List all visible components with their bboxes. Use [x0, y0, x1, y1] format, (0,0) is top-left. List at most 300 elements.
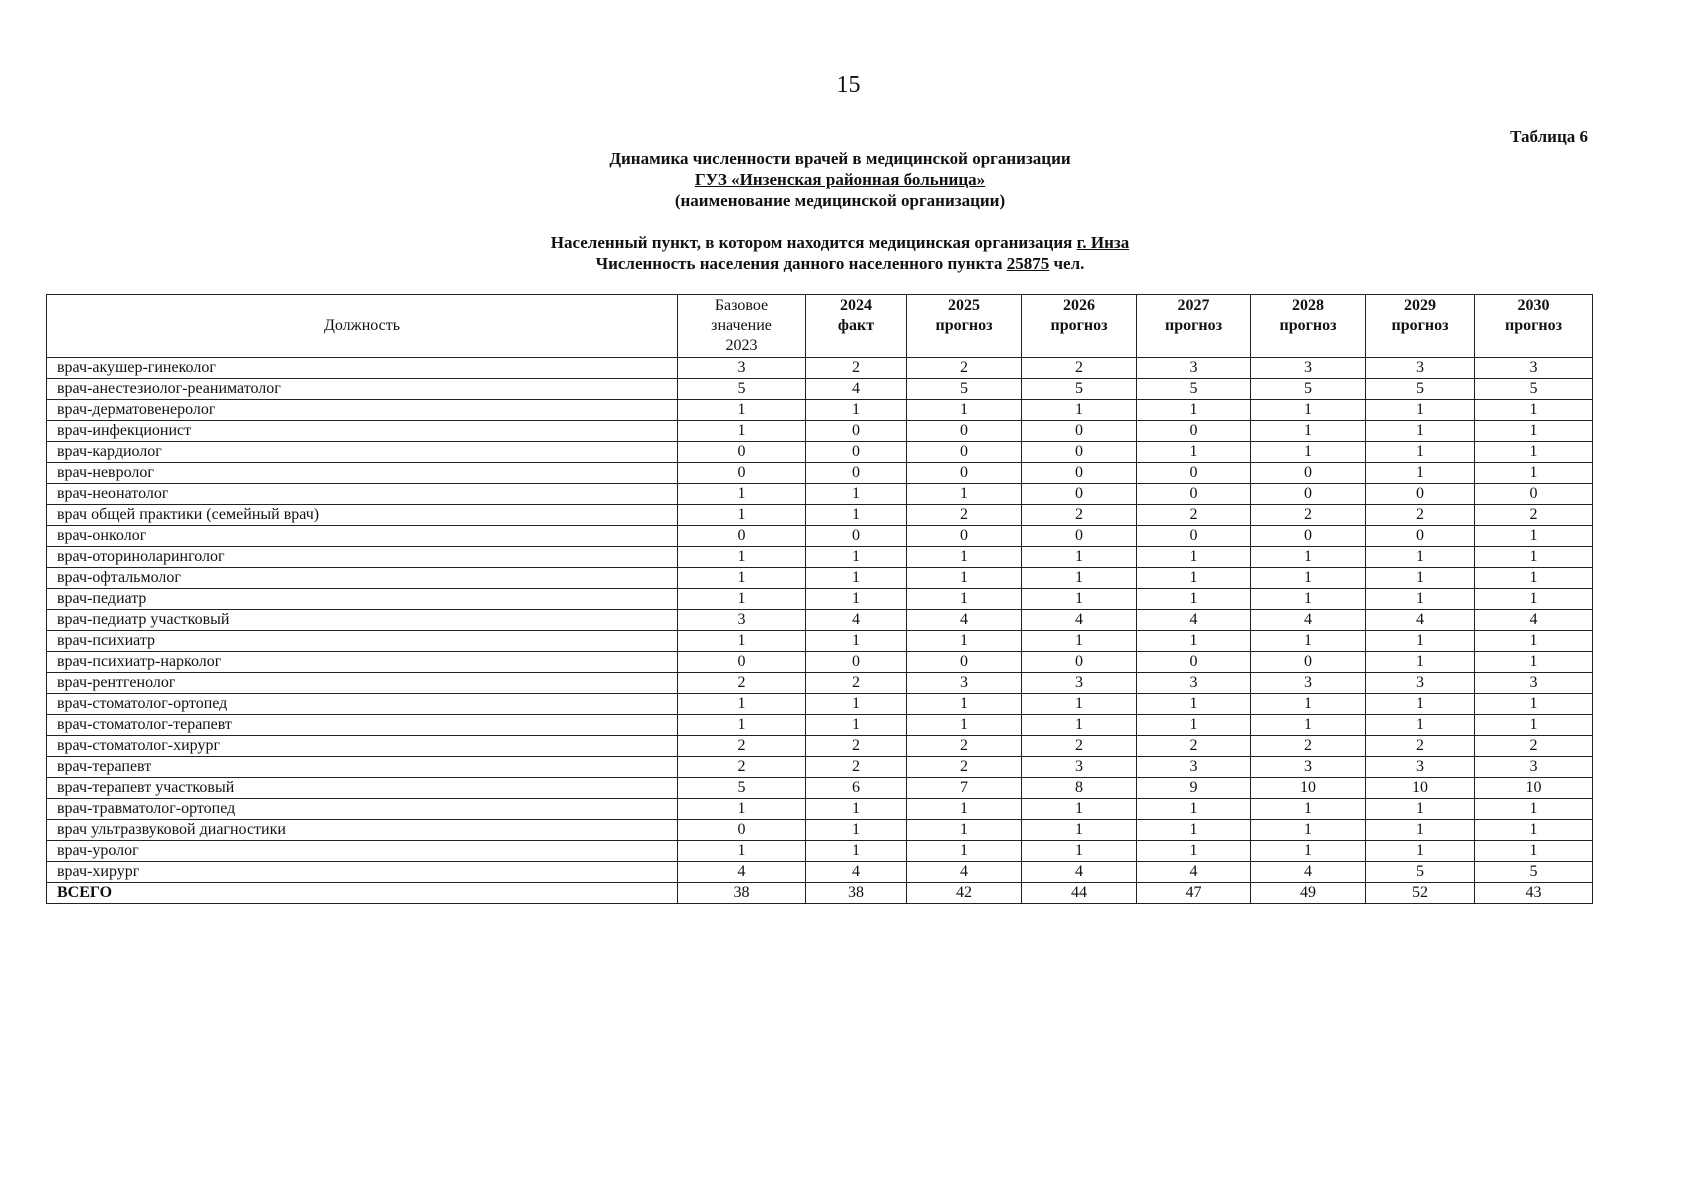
staff-count: 1 — [806, 400, 907, 421]
header-kind: прогноз — [935, 317, 993, 334]
staff-count: 0 — [806, 652, 907, 673]
total-value: 44 — [1022, 883, 1137, 904]
staff-count: 1 — [1366, 841, 1475, 862]
position-name: врач-хирург — [47, 862, 678, 883]
staff-count: 1 — [1475, 547, 1593, 568]
staff-count: 2 — [1022, 736, 1137, 757]
table-row — [47, 841, 1593, 862]
position-name: врач-стоматолог-хирург — [47, 736, 678, 757]
staff-count: 0 — [678, 463, 806, 484]
staff-count: 1 — [1475, 631, 1593, 652]
staff-count: 0 — [907, 652, 1022, 673]
position-name: врач-неонатолог — [47, 484, 678, 505]
staff-count: 2 — [1137, 736, 1251, 757]
header-year: 2024 — [840, 297, 872, 314]
total-value: 52 — [1366, 883, 1475, 904]
staff-count: 4 — [806, 610, 907, 631]
header-2025 — [907, 295, 1022, 358]
staff-count: 1 — [1137, 568, 1251, 589]
staff-count: 4 — [806, 862, 907, 883]
staff-count: 2 — [1251, 505, 1366, 526]
staff-count: 2 — [806, 757, 907, 778]
staff-count: 8 — [1022, 778, 1137, 799]
staff-count: 1 — [1251, 547, 1366, 568]
staff-count: 1 — [907, 589, 1022, 610]
population-line — [40, 253, 1640, 274]
staff-count: 1 — [1366, 589, 1475, 610]
staff-count: 10 — [1475, 778, 1593, 799]
table-row — [47, 589, 1593, 610]
staff-count: 1 — [1475, 568, 1593, 589]
total-value: 43 — [1475, 883, 1593, 904]
staff-count: 4 — [1251, 610, 1366, 631]
staff-count: 3 — [1366, 757, 1475, 778]
staff-count: 0 — [1251, 463, 1366, 484]
staff-count: 1 — [1251, 820, 1366, 841]
staff-count: 0 — [1366, 484, 1475, 505]
staff-count: 1 — [678, 589, 806, 610]
staff-count: 1 — [1137, 589, 1251, 610]
staff-count: 1 — [907, 841, 1022, 862]
staff-count: 1 — [806, 799, 907, 820]
table-row — [47, 610, 1593, 631]
staff-count: 4 — [678, 862, 806, 883]
staff-count: 1 — [806, 631, 907, 652]
staff-count: 0 — [678, 820, 806, 841]
header-kind: прогноз — [1504, 317, 1563, 334]
staff-count: 1 — [1366, 547, 1475, 568]
total-label: ВСЕГО — [47, 883, 678, 904]
header-kind: прогноз — [1391, 317, 1449, 334]
staff-count: 1 — [1251, 841, 1366, 862]
staff-count: 5 — [1366, 379, 1475, 400]
table-row — [47, 442, 1593, 463]
staff-count: 3 — [1137, 673, 1251, 694]
staff-count: 1 — [1366, 799, 1475, 820]
staff-count: 3 — [1251, 358, 1366, 379]
staff-count: 0 — [907, 442, 1022, 463]
staff-count: 1 — [806, 715, 907, 736]
staff-count: 1 — [1475, 526, 1593, 547]
staff-count: 2 — [907, 757, 1022, 778]
table-row — [47, 400, 1593, 421]
population-prefix: Численность населения данного населенного пункта — [595, 254, 1003, 273]
staff-count: 1 — [1137, 694, 1251, 715]
staff-count: 1 — [1251, 799, 1366, 820]
staff-count: 5 — [1475, 379, 1593, 400]
staff-count: 1 — [1366, 631, 1475, 652]
staff-count: 0 — [1022, 526, 1137, 547]
position-name: врач-кардиолог — [47, 442, 678, 463]
staff-count: 1 — [678, 799, 806, 820]
staff-count: 0 — [806, 526, 907, 547]
staff-count: 3 — [1475, 358, 1593, 379]
position-name: врач-акушер-гинеколог — [47, 358, 678, 379]
staff-count: 1 — [1022, 715, 1137, 736]
org-name: ГУЗ «Инзенская районная больница» — [694, 170, 986, 189]
staff-count: 1 — [907, 715, 1022, 736]
staff-count: 1 — [1475, 841, 1593, 862]
staff-count: 2 — [1475, 505, 1593, 526]
position-name: врач-терапевт участковый — [47, 778, 678, 799]
position-name: врач-травматолог-ортопед — [47, 799, 678, 820]
staff-count: 3 — [1251, 673, 1366, 694]
table-row — [47, 694, 1593, 715]
position-name: врач-уролог — [47, 841, 678, 862]
staff-count: 3 — [1251, 757, 1366, 778]
page-number: 15 — [836, 72, 861, 98]
staff-count: 0 — [678, 652, 806, 673]
table-row — [47, 757, 1593, 778]
locality-line — [40, 232, 1640, 253]
staff-count: 0 — [1251, 526, 1366, 547]
staff-count: 2 — [907, 358, 1022, 379]
staff-count: 1 — [1022, 547, 1137, 568]
staff-count: 0 — [1251, 652, 1366, 673]
staff-count: 1 — [678, 484, 806, 505]
staff-count: 10 — [1366, 778, 1475, 799]
header-kind: факт — [837, 317, 875, 334]
table-row — [47, 778, 1593, 799]
staff-count: 3 — [1475, 673, 1593, 694]
staff-count: 3 — [907, 673, 1022, 694]
staff-count: 1 — [678, 568, 806, 589]
staff-count: 1 — [1475, 463, 1593, 484]
staff-count: 1 — [1137, 442, 1251, 463]
staff-count: 0 — [806, 442, 907, 463]
table-row — [47, 547, 1593, 568]
staff-count: 0 — [806, 421, 907, 442]
staff-count: 1 — [806, 820, 907, 841]
heading-org-line — [40, 169, 1640, 190]
staff-count: 2 — [678, 673, 806, 694]
table-row — [47, 820, 1593, 841]
header-kind: прогноз — [1050, 317, 1108, 334]
staff-count: 1 — [1475, 589, 1593, 610]
staff-count: 1 — [1366, 568, 1475, 589]
staff-count: 2 — [1251, 736, 1366, 757]
staff-count: 0 — [1022, 442, 1137, 463]
staff-count: 0 — [678, 442, 806, 463]
document-heading — [40, 148, 1640, 274]
staff-count: 5 — [1022, 379, 1137, 400]
staff-count: 1 — [678, 547, 806, 568]
position-name: врач-анестезиолог-реаниматолог — [47, 379, 678, 400]
staff-count: 1 — [1022, 400, 1137, 421]
staff-count: 1 — [1022, 568, 1137, 589]
staff-count: 2 — [1022, 505, 1137, 526]
staff-count: 3 — [1366, 358, 1475, 379]
staff-count: 1 — [907, 400, 1022, 421]
position-name: врач-терапевт — [47, 757, 678, 778]
staff-count: 1 — [1251, 400, 1366, 421]
staff-count: 1 — [907, 568, 1022, 589]
position-name: врач-онколог — [47, 526, 678, 547]
table-row — [47, 673, 1593, 694]
staff-count: 4 — [907, 862, 1022, 883]
staff-count: 1 — [1475, 715, 1593, 736]
staff-count: 1 — [1022, 820, 1137, 841]
staff-count: 1 — [1475, 694, 1593, 715]
staff-count: 1 — [1366, 463, 1475, 484]
table-row — [47, 715, 1593, 736]
table-row — [47, 631, 1593, 652]
staff-count: 1 — [1475, 652, 1593, 673]
staff-count: 4 — [1137, 862, 1251, 883]
staff-count: 2 — [806, 673, 907, 694]
header-base-line1: Базовое — [714, 297, 769, 314]
staff-count: 10 — [1251, 778, 1366, 799]
table-row — [47, 379, 1593, 400]
total-value: 42 — [907, 883, 1022, 904]
table-row — [47, 505, 1593, 526]
staff-count: 4 — [1251, 862, 1366, 883]
staff-count: 1 — [1137, 400, 1251, 421]
header-2024 — [806, 295, 907, 358]
heading-spacer — [40, 211, 1640, 232]
header-2029 — [1366, 295, 1475, 358]
staff-count: 1 — [806, 484, 907, 505]
doctor-staffing-table — [46, 294, 1593, 904]
staff-count: 1 — [1251, 694, 1366, 715]
staff-count: 1 — [1366, 400, 1475, 421]
staff-count: 2 — [1366, 736, 1475, 757]
staff-count: 0 — [1022, 463, 1137, 484]
position-name: врач-психиатр — [47, 631, 678, 652]
heading-title: Динамика численности врачей в медицинской организации — [609, 149, 1071, 168]
position-name: врач-офтальмолог — [47, 568, 678, 589]
staff-count: 0 — [907, 421, 1022, 442]
staff-count: 0 — [907, 463, 1022, 484]
staff-count: 4 — [1137, 610, 1251, 631]
position-name: врач-инфекционист — [47, 421, 678, 442]
header-2027 — [1137, 295, 1251, 358]
staff-count: 2 — [806, 736, 907, 757]
staff-count: 1 — [1022, 631, 1137, 652]
staff-count: 1 — [806, 547, 907, 568]
staff-count: 5 — [678, 379, 806, 400]
staff-count: 1 — [806, 568, 907, 589]
staff-count: 1 — [678, 715, 806, 736]
staff-count: 0 — [1022, 484, 1137, 505]
staff-count: 1 — [1137, 715, 1251, 736]
staff-count: 3 — [1022, 673, 1137, 694]
staff-count: 4 — [1022, 862, 1137, 883]
position-name: врач-оториноларинголог — [47, 547, 678, 568]
staff-count: 0 — [678, 526, 806, 547]
header-2026 — [1022, 295, 1137, 358]
total-value: 38 — [678, 883, 806, 904]
table-row — [47, 484, 1593, 505]
staff-count: 3 — [1137, 358, 1251, 379]
header-position: Должность — [47, 295, 678, 358]
header-year: 2027 — [1177, 297, 1210, 314]
staff-count: 4 — [1366, 610, 1475, 631]
staff-count: 1 — [1366, 694, 1475, 715]
table-row — [47, 799, 1593, 820]
staff-count: 1 — [1366, 820, 1475, 841]
header-kind: прогноз — [1164, 317, 1223, 334]
table-header-row — [47, 295, 1593, 358]
table-row — [47, 526, 1593, 547]
staff-count: 1 — [1251, 442, 1366, 463]
staff-count: 1 — [1251, 568, 1366, 589]
table-row — [47, 358, 1593, 379]
header-base-2023 — [678, 295, 806, 358]
staff-count: 2 — [678, 757, 806, 778]
staff-count: 1 — [907, 484, 1022, 505]
staff-count: 0 — [1022, 421, 1137, 442]
staff-count: 5 — [1366, 862, 1475, 883]
staff-count: 5 — [1137, 379, 1251, 400]
staff-count: 1 — [1137, 547, 1251, 568]
staff-count: 4 — [1475, 610, 1593, 631]
locality-value: г. Инза — [1076, 233, 1130, 252]
population-suffix: чел. — [1053, 254, 1085, 273]
staff-count: 2 — [1366, 505, 1475, 526]
staff-count: 1 — [1475, 820, 1593, 841]
position-name: врач-стоматолог-терапевт — [47, 715, 678, 736]
position-name: врач-педиатр участковый — [47, 610, 678, 631]
position-name: врач общей практики (семейный врач) — [47, 505, 678, 526]
staff-count: 0 — [1366, 526, 1475, 547]
staff-count: 1 — [1137, 820, 1251, 841]
staff-count: 2 — [678, 736, 806, 757]
staff-count: 0 — [806, 463, 907, 484]
staff-count: 1 — [1475, 799, 1593, 820]
staff-count: 1 — [806, 589, 907, 610]
staff-count: 1 — [806, 505, 907, 526]
staff-count: 7 — [907, 778, 1022, 799]
position-name: врач-педиатр — [47, 589, 678, 610]
staff-count: 3 — [678, 610, 806, 631]
staff-count: 1 — [1475, 442, 1593, 463]
staff-count: 4 — [1022, 610, 1137, 631]
staff-count: 4 — [806, 379, 907, 400]
table-row — [47, 568, 1593, 589]
table-row — [47, 652, 1593, 673]
table-row — [47, 421, 1593, 442]
staff-count: 2 — [1475, 736, 1593, 757]
locality-prefix: Населенный пункт, в котором находится медицинская организация — [550, 233, 1073, 252]
table-body — [47, 358, 1593, 904]
staff-count: 1 — [907, 820, 1022, 841]
staff-count: 1 — [1137, 631, 1251, 652]
staff-count: 1 — [1366, 442, 1475, 463]
staff-count: 1 — [678, 694, 806, 715]
header-year: 2026 — [1063, 297, 1095, 314]
staff-count: 1 — [678, 400, 806, 421]
staff-count: 1 — [1366, 652, 1475, 673]
staff-count: 1 — [1251, 421, 1366, 442]
staff-count: 3 — [1366, 673, 1475, 694]
staff-count: 1 — [678, 841, 806, 862]
table-label: Таблица 6 — [1510, 127, 1588, 146]
staff-count: 6 — [806, 778, 907, 799]
staff-count: 1 — [907, 694, 1022, 715]
header-year: 2029 — [1404, 297, 1436, 314]
staff-count: 1 — [1366, 715, 1475, 736]
population-value: 25875 — [1006, 254, 1050, 273]
staff-count: 9 — [1137, 778, 1251, 799]
staff-count: 1 — [678, 505, 806, 526]
staff-count: 1 — [806, 694, 907, 715]
staff-count: 3 — [1022, 757, 1137, 778]
staff-count: 0 — [1137, 526, 1251, 547]
position-name: врач-дерматовенеролог — [47, 400, 678, 421]
staff-count: 1 — [1366, 421, 1475, 442]
total-value: 47 — [1137, 883, 1251, 904]
position-name: врач-стоматолог-ортопед — [47, 694, 678, 715]
header-base-line2: значение — [711, 317, 772, 334]
position-name: врач-рентгенолог — [47, 673, 678, 694]
table-row — [47, 862, 1593, 883]
staff-count: 4 — [907, 610, 1022, 631]
position-name: врач-невролог — [47, 463, 678, 484]
staff-count: 1 — [1022, 799, 1137, 820]
staff-count: 0 — [1137, 463, 1251, 484]
staff-count: 1 — [1022, 589, 1137, 610]
staff-count: 0 — [1475, 484, 1593, 505]
staff-count: 3 — [1137, 757, 1251, 778]
table-row — [47, 736, 1593, 757]
staff-count: 1 — [1251, 715, 1366, 736]
total-value: 38 — [806, 883, 907, 904]
staff-count: 1 — [1251, 631, 1366, 652]
staff-count: 0 — [907, 526, 1022, 547]
header-year: 2030 — [1517, 297, 1550, 314]
header-year: 2028 — [1292, 297, 1324, 314]
staff-count: 2 — [806, 358, 907, 379]
staff-count: 5 — [678, 778, 806, 799]
header-2028 — [1251, 295, 1366, 358]
org-caption: (наименование медицинской организации) — [674, 191, 1006, 210]
staff-count: 1 — [1022, 841, 1137, 862]
header-base-line3: 2023 — [725, 337, 758, 354]
staff-count: 1 — [1137, 799, 1251, 820]
staff-count: 1 — [1475, 400, 1593, 421]
staff-count: 1 — [1475, 421, 1593, 442]
staff-count: 5 — [1251, 379, 1366, 400]
header-year: 2025 — [948, 297, 980, 314]
staff-count: 1 — [1137, 841, 1251, 862]
staff-count: 1 — [907, 547, 1022, 568]
total-value: 49 — [1251, 883, 1366, 904]
staff-count: 0 — [1137, 484, 1251, 505]
staff-count: 2 — [1022, 358, 1137, 379]
staff-count: 2 — [1137, 505, 1251, 526]
position-name: врач ультразвуковой диагностики — [47, 820, 678, 841]
staff-count: 1 — [907, 631, 1022, 652]
staff-count: 3 — [678, 358, 806, 379]
staff-count: 0 — [1137, 421, 1251, 442]
staff-count: 1 — [1022, 694, 1137, 715]
staff-count: 1 — [678, 631, 806, 652]
staff-count: 5 — [1475, 862, 1593, 883]
header-kind: прогноз — [1279, 317, 1337, 334]
staff-count: 1 — [806, 841, 907, 862]
staff-count: 2 — [907, 505, 1022, 526]
staff-count: 0 — [1022, 652, 1137, 673]
position-name: врач-психиатр-нарколог — [47, 652, 678, 673]
staff-count: 0 — [1137, 652, 1251, 673]
table-row — [47, 463, 1593, 484]
staff-count: 1 — [907, 799, 1022, 820]
staff-count: 1 — [678, 421, 806, 442]
staff-count: 0 — [1251, 484, 1366, 505]
total-row — [47, 883, 1593, 904]
staff-count: 3 — [1475, 757, 1593, 778]
